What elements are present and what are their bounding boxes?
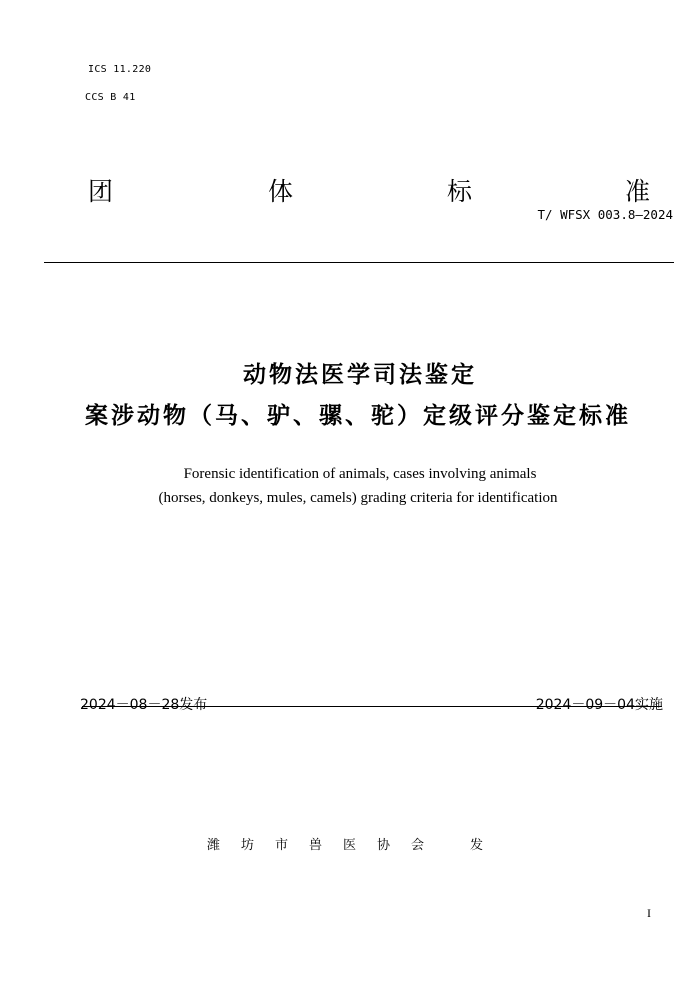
standard-type-char-4: 准 <box>625 177 651 206</box>
header-divider <box>44 262 674 263</box>
title-cn-line-2: 案涉动物（马、驴、骡、驼）定级评分鉴定标准 <box>85 403 631 429</box>
title-cn-line-1: 动物法医学司法鉴定 <box>243 362 477 388</box>
publish-date: 2024－08－28发布 <box>80 697 208 713</box>
title-en-line-1: Forensic identification of animals, cases involving animals <box>183 466 537 482</box>
implement-date: 2024－09－04实施 <box>535 697 663 713</box>
page-number: I <box>647 906 651 920</box>
title-en-line-2: (horses, donkeys, mules, camels) grading criteria for identification <box>158 490 558 506</box>
issuer-char-5: 医 <box>343 838 357 853</box>
issuer-char-2: 坊 <box>241 838 255 853</box>
standard-type-char-2: 体 <box>268 177 294 206</box>
issuer-char-7: 会 <box>411 838 425 853</box>
standard-type-char-3: 标 <box>447 177 473 206</box>
issuer-char-3: 市 <box>275 838 289 853</box>
ics-code: ICS 11.220 <box>88 64 152 75</box>
issuer-char-6: 协 <box>377 838 391 853</box>
issuer-char-1: 潍 <box>207 838 221 853</box>
standard-number: T/ WFSX 003.8—2024 <box>537 207 673 222</box>
issuer-char-4: 兽 <box>309 838 323 853</box>
issuer-action: 发 <box>470 838 484 853</box>
ccs-code: CCS B 41 <box>85 92 136 103</box>
standard-type-char-1: 团 <box>88 177 114 206</box>
